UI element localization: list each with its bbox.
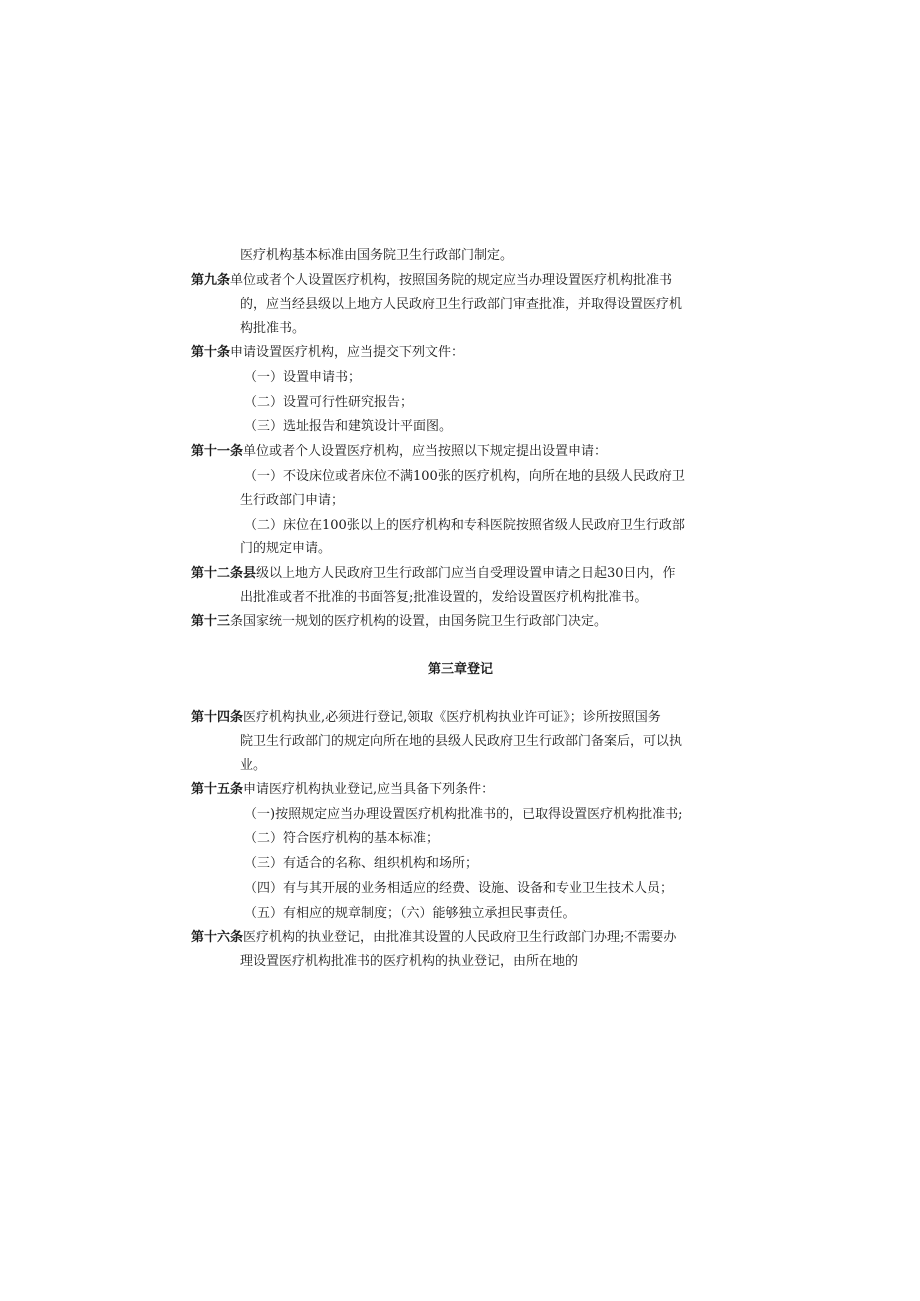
article-11-item-2-line-1: （二）床位在100张以上的医疗机构和专科医院按照省级人民政府卫生行政部 xyxy=(244,518,685,533)
article-11-item-1-line-1: （一）不设床位或者床位不满100张的医疗机构，向所在地的县级人民政府卫 xyxy=(244,469,685,484)
article-10-line-1 xyxy=(191,344,464,362)
article-16-label: 第十六条 xyxy=(191,930,244,945)
article-15-item-4: （四）有与其开展的业务相适应的经费、设施、设备和专业卫生技术人员； xyxy=(244,881,674,896)
article-10-text-1: 申请设置医疗机构，应当提交下列文件： xyxy=(230,345,465,360)
article-11-text-1: 单位或者个人设置医疗机构，应当按照以下规定提出设置申请： xyxy=(243,444,608,459)
article-12-text-1: 级以上地方人民政府卫生行政部门应当自受理设置申请之日起30日内，作 xyxy=(256,566,676,581)
article-15-item-3: （三）有适合的名称、组织机构和场所； xyxy=(244,856,479,871)
continuation-line: 医疗机构基本标准由国务院卫生行政部门制定。 xyxy=(240,248,514,263)
article-16-text-1: 医疗机构的执业登记，由批准其设置的人民政府卫生行政部门办理;不需要办 xyxy=(243,930,677,945)
article-12-line-2: 出批准或者不批准的书面答复;批准设置的，发给设置医疗机构批准书。 xyxy=(240,590,648,605)
article-14-label: 第十四条 xyxy=(191,710,244,725)
article-11-item-1-line-2: 生行政部门申请； xyxy=(240,493,345,508)
article-14-line-1 xyxy=(191,709,661,727)
article-11-line-1 xyxy=(191,443,607,461)
article-13-label: 第十三 xyxy=(191,614,231,629)
article-10-item-2: （二）设置可行性研究报告； xyxy=(244,395,414,410)
article-15-line-1 xyxy=(191,781,494,799)
article-12-label: 第十二条县 xyxy=(191,566,257,581)
article-15-item-2: （二）符合医疗机构的基本标准； xyxy=(244,831,440,846)
article-13-text-1: 条国家统一规划的医疗机构的设置，由国务院卫生行政部门决定。 xyxy=(230,614,608,629)
article-10-item-1: （一）设置申请书； xyxy=(244,370,362,385)
article-16-line-2: 理设置医疗机构批准书的医疗机构的执业登记，由所在地的 xyxy=(240,954,579,969)
article-11-item-2-line-2: 门的规定申请。 xyxy=(240,541,332,556)
article-15-text-1: 申请医疗机构执业登记,应当具备下列条件： xyxy=(243,782,495,797)
article-9-label: 第九条 xyxy=(191,273,231,288)
article-9-line-2: 的，应当经县级以上地方人民政府卫生行政部门审查批准，并取得设置医疗机 xyxy=(240,297,683,312)
article-9-text-1: 单位或者个人设置医疗机构，按照国务院的规定应当办理设置医疗机构批准书 xyxy=(230,273,673,288)
article-14-line-3: 业。 xyxy=(240,758,267,773)
article-10-label: 第十条 xyxy=(191,345,231,360)
article-15-item-1: （一)按照规定应当办理设置医疗机构批准书的，已取得设置医疗机构批准书; xyxy=(244,807,683,822)
article-9-line-3: 构批准书。 xyxy=(240,321,306,336)
article-12-line-1 xyxy=(191,565,676,583)
article-14-text-1: 医疗机构执业,必须进行登记,领取《医疗机构执业许可证》；诊所按照国务 xyxy=(243,710,661,725)
article-16-line-1 xyxy=(191,929,676,947)
article-15-label: 第十五条 xyxy=(191,782,244,797)
article-11-label: 第十一条 xyxy=(191,444,244,459)
article-14-line-2: 院卫生行政部门的规定向所在地的县级人民政府卫生行政部门备案后，可以执 xyxy=(240,734,683,749)
article-15-item-5: （五）有相应的规章制度；（六）能够独立承担民事责任。 xyxy=(244,906,576,921)
article-13-line-1 xyxy=(191,613,607,631)
chapter-heading: 第三章登记 xyxy=(428,662,494,677)
article-9-line-1 xyxy=(191,272,672,290)
article-10-item-3: （三）选址报告和建筑设计平面图。 xyxy=(244,419,453,434)
